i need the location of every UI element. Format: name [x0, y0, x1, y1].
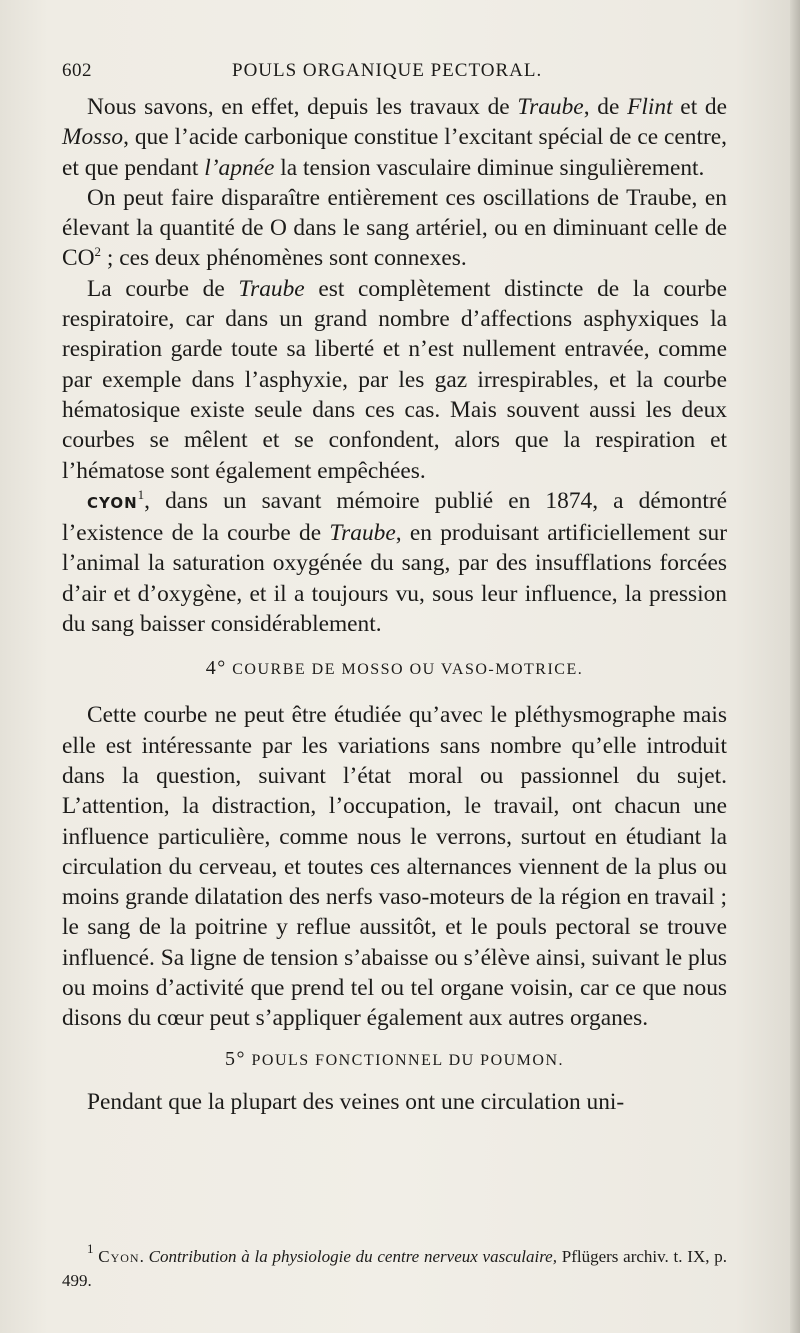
page-number: 602	[62, 60, 92, 81]
p3-text-1: La courbe de	[87, 275, 239, 302]
p1-text-4: , que l’acide carbonique constitue l’excitant spécial de ce centre, et que pendant	[62, 124, 727, 181]
footnote-ref-1: 1	[137, 486, 145, 502]
p4-author-cyon: CYON	[87, 493, 138, 512]
p3-name-traube: Traube	[238, 275, 305, 302]
p2-text-1: On peut faire disparaître entièrement ces oscillations de Traube, en élevant la quantité de O dans le sang artériel, ou en diminuant celle de CO	[62, 184, 727, 272]
p1-name-flint: Flint	[627, 94, 673, 120]
running-header	[62, 60, 732, 88]
page-edge	[790, 0, 800, 1333]
p4-name-traube: Traube	[329, 520, 396, 547]
p2-text-2: ; ces deux phénomènes sont connexes.	[101, 245, 467, 272]
p1-term-apnee: l’apnée	[204, 154, 275, 181]
paragraph-5	[62, 700, 727, 1033]
heading-4-number: 4°	[205, 657, 227, 680]
paragraph-2	[62, 183, 727, 274]
footnote-text-2: Pflügers archiv. t. IX, p. 499.	[62, 1247, 727, 1290]
p1-text-3: et de	[672, 94, 728, 120]
footnote-1	[62, 1241, 727, 1293]
section-heading-5	[62, 1046, 727, 1074]
paragraph-4	[62, 486, 727, 639]
running-title: POULS ORGANIQUE PECTORAL.	[232, 60, 543, 81]
p5-text-1: Cette courbe ne peut être étudiée qu’avec le pléthysmographe mais elle est intéressante par les variations sans nombre qu’elle introduit dans la question, suivant l’état moral ou passionnel du sujet. L’attention, la distraction, l’occupation, le travail, ont chacun une influence particulière, comme nous le verrons, surtout en étudiant la circulation du cerveau, et toutes ces alternances viennent de la plus ou moins grande dilatation des nerfs vaso-moteurs de la région en travail ; le sang de la poitrine y reflue aussitôt, et le pouls pectoral se trouve influencé. Sa ligne de tension s’abaisse ou s’élève ainsi, suivant le plus ou moins d’activité que prend tel ou tel organe voisin, car ce que nous disons du cœur peut s’appliquer également aux autres organes.	[62, 702, 727, 1032]
footnote-mark: 1	[87, 1241, 94, 1256]
p4-text-2: , en produisant artificiellement sur l’animal la saturation oxygénée du sang, par des insufflations forcées d’air et d’oxygène, et il a toujours vu, sous leur influence, la pression du sang baisser considérablement.	[62, 520, 727, 638]
p1-text-1: Nous savons, en effet, depuis les travaux de	[87, 94, 518, 120]
p1-name-mosso: Mosso	[62, 124, 124, 151]
heading-5-text: POULS FONCTIONNEL DU POUMON.	[245, 1051, 565, 1069]
p4-text-1: , dans un savant mémoire publié en 1874, a démontré l’existence de la courbe de	[62, 487, 727, 547]
paragraph-1	[62, 92, 727, 183]
heading-5-number: 5°	[224, 1047, 246, 1070]
p2-superscript: 2	[94, 244, 101, 260]
footnote-text-1: .	[139, 1247, 149, 1266]
paragraph-3	[62, 274, 727, 486]
p1-text-5: la tension vasculaire diminue singulièrement.	[274, 154, 705, 181]
p1-text-2: , de	[583, 94, 628, 120]
footnote-title: Contribution à la physiologie du centre nerveux vasculaire,	[148, 1247, 557, 1266]
p1-name-traube: Traube	[517, 94, 584, 120]
paragraph-6	[62, 1087, 727, 1117]
footnote-author: Cyon	[98, 1247, 140, 1266]
p6-text-1: Pendant que la plupart des veines ont une circulation uni-	[87, 1088, 625, 1115]
section-heading-4	[62, 655, 727, 683]
heading-4-text: COURBE DE MOSSO OU VASO-MOTRICE.	[226, 661, 584, 679]
p3-text-2: est complètement distincte de la courbe respiratoire, car dans un grand nombre d’affections asphyxiques la respiration garde toute sa liberté et n’est nullement entravée, comme par exemple dans l’asphyxie, par les gaz irrespirables, et la courbe hématosique existe seule dans ces cas. Mais souvent aussi les deux courbes se mêlent et se confondent, alors que la respiration et l’hématose sont également empêchées.	[62, 275, 727, 484]
body-text	[62, 92, 727, 1117]
footnotes	[62, 1241, 727, 1293]
